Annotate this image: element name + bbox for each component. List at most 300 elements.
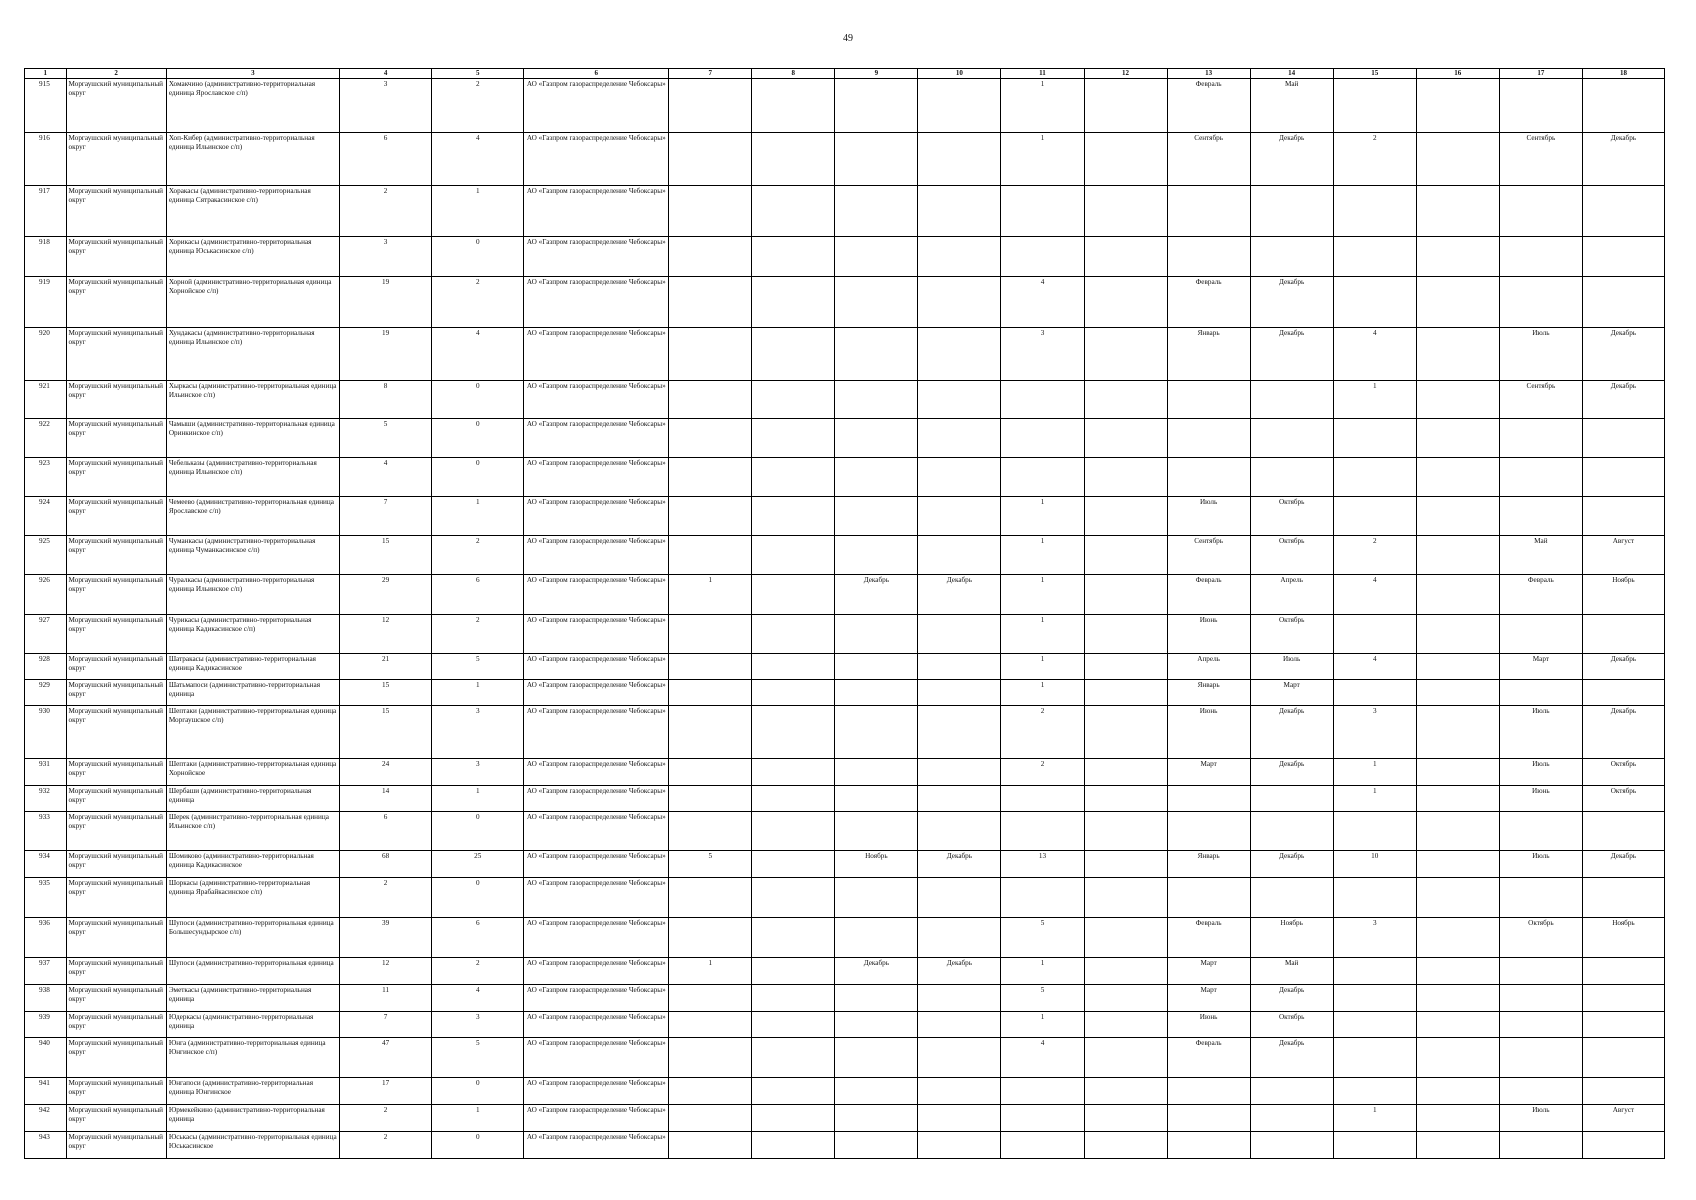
table-cell: [1416, 917, 1499, 957]
table-cell: [1250, 811, 1333, 850]
column-header: 7: [669, 69, 752, 79]
table-cell: 0: [432, 877, 524, 917]
table-cell: [1333, 276, 1416, 327]
table-cell: [835, 614, 918, 653]
table-cell: [1582, 276, 1664, 327]
table-cell: [1167, 418, 1250, 457]
table-cell: Моргаушский муниципальный округ: [66, 957, 166, 984]
table-cell: 936: [25, 917, 67, 957]
table-cell: 921: [25, 380, 67, 418]
table-cell: Июль: [1167, 496, 1250, 535]
table-cell: [918, 1077, 1001, 1104]
table-cell: Моргаушский муниципальный округ: [66, 535, 166, 574]
table-cell: Моргаушский муниципальный округ: [66, 327, 166, 380]
table-cell: [918, 1131, 1001, 1158]
table-row: [25, 614, 1665, 653]
table-row: [25, 236, 1665, 276]
table-cell: Июнь: [1167, 1011, 1250, 1037]
table-cell: [1084, 1011, 1167, 1037]
table-cell: 923: [25, 457, 67, 496]
table-cell: Шербаши (административно-территориальная единица: [166, 785, 339, 811]
table-cell: Июль: [1499, 1104, 1582, 1131]
table-cell: Моргаушский муниципальный округ: [66, 984, 166, 1011]
table-cell: [1167, 236, 1250, 276]
table-cell: [752, 380, 835, 418]
table-cell: [918, 785, 1001, 811]
table-cell: [1167, 185, 1250, 236]
table-cell: [1250, 785, 1333, 811]
table-cell: 943: [25, 1131, 67, 1158]
table-row: [25, 132, 1665, 185]
table-cell: 3: [340, 236, 432, 276]
table-cell: [1084, 850, 1167, 877]
table-cell: 29: [340, 574, 432, 614]
table-cell: [669, 276, 752, 327]
table-cell: [1416, 276, 1499, 327]
column-header: 9: [835, 69, 918, 79]
table-cell: Моргаушский муниципальный округ: [66, 1077, 166, 1104]
table-cell: [1499, 679, 1582, 705]
table-cell: [835, 877, 918, 917]
table-cell: Хыркасы (административно-территориальная единица Ильинское с/п): [166, 380, 339, 418]
table-cell: [1499, 1131, 1582, 1158]
table-cell: 13: [1001, 850, 1084, 877]
table-cell: [752, 917, 835, 957]
table-cell: [752, 496, 835, 535]
table-cell: [669, 653, 752, 679]
table-cell: [835, 132, 918, 185]
table-cell: 937: [25, 957, 67, 984]
table-cell: Февраль: [1499, 574, 1582, 614]
table-cell: АО «Газпром газораспределение Чебоксары»: [524, 78, 669, 132]
table-cell: 5: [1001, 917, 1084, 957]
table-cell: 1: [432, 785, 524, 811]
column-header: 12: [1084, 69, 1167, 79]
table-cell: [1167, 1077, 1250, 1104]
table-cell: [1416, 1077, 1499, 1104]
table-cell: [1167, 1131, 1250, 1158]
table-cell: [1416, 236, 1499, 276]
table-cell: [1416, 1131, 1499, 1158]
table-cell: 68: [340, 850, 432, 877]
table-cell: Июнь: [1499, 785, 1582, 811]
table-cell: АО «Газпром газораспределение Чебоксары»: [524, 877, 669, 917]
table-cell: Моргаушский муниципальный округ: [66, 705, 166, 758]
table-cell: [669, 1104, 752, 1131]
table-cell: [918, 917, 1001, 957]
table-cell: [1084, 1131, 1167, 1158]
table-cell: АО «Газпром газораспределение Чебоксары»: [524, 614, 669, 653]
table-cell: [1084, 574, 1167, 614]
table-cell: АО «Газпром газораспределение Чебоксары»: [524, 1037, 669, 1077]
table-cell: [1582, 679, 1664, 705]
table-cell: [669, 1077, 752, 1104]
column-header: 15: [1333, 69, 1416, 79]
table-cell: 915: [25, 78, 67, 132]
table-cell: [1416, 653, 1499, 679]
table-cell: [835, 1131, 918, 1158]
table-cell: [1250, 1104, 1333, 1131]
table-cell: [1416, 457, 1499, 496]
table-cell: 927: [25, 614, 67, 653]
table-cell: Декабрь: [1582, 850, 1664, 877]
table-cell: Август: [1582, 535, 1664, 574]
table-cell: Октябрь: [1250, 614, 1333, 653]
table-row: [25, 877, 1665, 917]
table-cell: [1001, 185, 1084, 236]
table-cell: 1: [1333, 785, 1416, 811]
table-cell: Моргаушский муниципальный округ: [66, 380, 166, 418]
table-cell: 939: [25, 1011, 67, 1037]
table-cell: [918, 877, 1001, 917]
table-cell: 922: [25, 418, 67, 457]
table-cell: [1582, 877, 1664, 917]
table-cell: 1: [432, 1104, 524, 1131]
table-cell: Моргаушский муниципальный округ: [66, 785, 166, 811]
table-cell: 1: [432, 496, 524, 535]
table-cell: [835, 1104, 918, 1131]
gasification-schedule-table: [24, 68, 1665, 1159]
table-cell: [1416, 957, 1499, 984]
table-cell: 917: [25, 185, 67, 236]
table-cell: [752, 1077, 835, 1104]
table-cell: 1: [1333, 1104, 1416, 1131]
table-cell: [1416, 78, 1499, 132]
table-cell: Сентябрь: [1167, 132, 1250, 185]
table-cell: 2: [432, 78, 524, 132]
table-cell: [1001, 785, 1084, 811]
table-cell: 941: [25, 1077, 67, 1104]
table-cell: [669, 679, 752, 705]
table-cell: 2: [1001, 758, 1084, 785]
table-row: [25, 185, 1665, 236]
table-body: [25, 78, 1665, 1158]
table-cell: [1084, 327, 1167, 380]
table-cell: 2: [432, 535, 524, 574]
table-cell: 7: [340, 496, 432, 535]
table-cell: 935: [25, 877, 67, 917]
table-cell: [1001, 1131, 1084, 1158]
table-cell: 12: [340, 957, 432, 984]
table-cell: [1499, 957, 1582, 984]
table-cell: [752, 811, 835, 850]
column-header: 6: [524, 69, 669, 79]
table-cell: Чуралкасы (административно-территориальная единица Ильинское с/п): [166, 574, 339, 614]
table-cell: [835, 236, 918, 276]
table-cell: Моргаушский муниципальный округ: [66, 1131, 166, 1158]
table-cell: [1001, 1104, 1084, 1131]
table-cell: Декабрь: [918, 574, 1001, 614]
table-cell: 1: [1333, 380, 1416, 418]
column-header: 5: [432, 69, 524, 79]
table-cell: [1416, 132, 1499, 185]
table-cell: Шатракасы (административно-территориальная единица Кадикасинское: [166, 653, 339, 679]
table-cell: Декабрь: [1250, 132, 1333, 185]
table-cell: [1416, 614, 1499, 653]
table-cell: [1416, 705, 1499, 758]
table-cell: [918, 276, 1001, 327]
table-cell: [918, 496, 1001, 535]
table-cell: 926: [25, 574, 67, 614]
table-cell: Декабрь: [1250, 984, 1333, 1011]
table-cell: [1333, 811, 1416, 850]
table-cell: Декабрь: [918, 850, 1001, 877]
table-cell: Декабрь: [1250, 705, 1333, 758]
table-cell: [918, 1037, 1001, 1077]
table-cell: Июль: [1499, 705, 1582, 758]
table-cell: [1416, 418, 1499, 457]
table-cell: [1084, 535, 1167, 574]
table-cell: 7: [340, 1011, 432, 1037]
table-cell: [1084, 957, 1167, 984]
table-cell: Шупоси (административно-территориальная единица Большесундырское с/п): [166, 917, 339, 957]
table-cell: Март: [1167, 758, 1250, 785]
table-cell: АО «Газпром газораспределение Чебоксары»: [524, 811, 669, 850]
table-cell: 1: [1001, 614, 1084, 653]
table-cell: Октябрь: [1250, 535, 1333, 574]
table-cell: Хоракасы (административно-территориальная единица Сятракасинское с/п): [166, 185, 339, 236]
table-cell: 2: [340, 877, 432, 917]
table-cell: Август: [1582, 1104, 1664, 1131]
table-cell: [1416, 758, 1499, 785]
table-cell: 933: [25, 811, 67, 850]
table-row: [25, 705, 1665, 758]
table-row: [25, 984, 1665, 1011]
column-header: 18: [1582, 69, 1664, 79]
table-cell: Декабрь: [835, 574, 918, 614]
table-cell: 6: [432, 574, 524, 614]
table-cell: 0: [432, 811, 524, 850]
table-cell: [1416, 1037, 1499, 1077]
table-cell: [1167, 877, 1250, 917]
table-cell: 6: [340, 811, 432, 850]
table-cell: АО «Газпром газораспределение Чебоксары»: [524, 457, 669, 496]
table-cell: Май: [1499, 535, 1582, 574]
table-cell: [1084, 380, 1167, 418]
table-cell: Шептаки (административно-территориальная единица Моргаушское с/п): [166, 705, 339, 758]
table-cell: [669, 380, 752, 418]
table-cell: [835, 917, 918, 957]
table-cell: [1333, 1077, 1416, 1104]
table-cell: Моргаушский муниципальный округ: [66, 1011, 166, 1037]
table-cell: [1333, 185, 1416, 236]
column-header: 2: [66, 69, 166, 79]
table-cell: АО «Газпром газораспределение Чебоксары»: [524, 785, 669, 811]
table-cell: [1084, 1077, 1167, 1104]
column-header: 11: [1001, 69, 1084, 79]
table-cell: Шомиково (административно-территориальная единица Кадикасинское: [166, 850, 339, 877]
table-cell: [1582, 1011, 1664, 1037]
column-header: 4: [340, 69, 432, 79]
table-cell: 0: [432, 457, 524, 496]
table-cell: 15: [340, 535, 432, 574]
table-cell: 19: [340, 327, 432, 380]
table-cell: Моргаушский муниципальный округ: [66, 236, 166, 276]
table-cell: Декабрь: [835, 957, 918, 984]
table-row: [25, 327, 1665, 380]
table-cell: [752, 758, 835, 785]
table-cell: [1333, 1131, 1416, 1158]
table-cell: 932: [25, 785, 67, 811]
table-cell: 15: [340, 679, 432, 705]
table-cell: АО «Газпром газораспределение Чебоксары»: [524, 653, 669, 679]
table-cell: Юрмекейкино (административно-территориальная единица: [166, 1104, 339, 1131]
table-cell: АО «Газпром газораспределение Чебоксары»: [524, 984, 669, 1011]
table-cell: 0: [432, 1077, 524, 1104]
table-cell: [1250, 877, 1333, 917]
table-cell: Июль: [1499, 758, 1582, 785]
table-cell: 3: [1333, 705, 1416, 758]
table-cell: [1084, 185, 1167, 236]
table-cell: 2: [340, 1104, 432, 1131]
table-cell: Февраль: [1167, 1037, 1250, 1077]
table-cell: [1499, 236, 1582, 276]
table-cell: 2: [340, 185, 432, 236]
table-cell: 1: [432, 679, 524, 705]
table-cell: 39: [340, 917, 432, 957]
table-cell: 2: [432, 276, 524, 327]
table-cell: Октябрь: [1582, 785, 1664, 811]
table-cell: [835, 535, 918, 574]
table-cell: 0: [432, 236, 524, 276]
table-cell: [1333, 1037, 1416, 1077]
table-cell: 2: [1001, 705, 1084, 758]
table-cell: АО «Газпром газораспределение Чебоксары»: [524, 236, 669, 276]
table-cell: [918, 457, 1001, 496]
table-row: [25, 78, 1665, 132]
table-cell: 19: [340, 276, 432, 327]
table-cell: 11: [340, 984, 432, 1011]
table-cell: [835, 679, 918, 705]
table-cell: 6: [340, 132, 432, 185]
table-cell: [835, 653, 918, 679]
table-row: [25, 850, 1665, 877]
table-cell: 2: [1333, 132, 1416, 185]
table-cell: Моргаушский муниципальный округ: [66, 132, 166, 185]
table-cell: Моргаушский муниципальный округ: [66, 679, 166, 705]
table-cell: [835, 327, 918, 380]
table-cell: Май: [1250, 78, 1333, 132]
table-cell: АО «Газпром газораспределение Чебоксары»: [524, 535, 669, 574]
table-cell: Моргаушский муниципальный округ: [66, 811, 166, 850]
table-cell: [1001, 418, 1084, 457]
table-cell: [1084, 78, 1167, 132]
table-cell: Декабрь: [1250, 327, 1333, 380]
table-cell: [669, 614, 752, 653]
table-row: [25, 380, 1665, 418]
table-cell: Март: [1167, 984, 1250, 1011]
table-cell: 1: [1001, 535, 1084, 574]
table-cell: 931: [25, 758, 67, 785]
table-cell: [1084, 785, 1167, 811]
column-header: 1: [25, 69, 67, 79]
table-cell: [669, 78, 752, 132]
table-cell: 1: [1333, 758, 1416, 785]
table-cell: [752, 877, 835, 917]
table-cell: 25: [432, 850, 524, 877]
table-cell: Январь: [1167, 679, 1250, 705]
table-cell: [918, 418, 1001, 457]
table-cell: [1499, 276, 1582, 327]
table-cell: 930: [25, 705, 67, 758]
table-cell: [1167, 380, 1250, 418]
table-cell: [835, 811, 918, 850]
table-cell: [1499, 418, 1582, 457]
table-cell: Декабрь: [1250, 276, 1333, 327]
table-cell: Шатьмапоси (административно-территориальная единица: [166, 679, 339, 705]
table-cell: Моргаушский муниципальный округ: [66, 574, 166, 614]
table-cell: 2: [340, 1131, 432, 1158]
table-cell: 8: [340, 380, 432, 418]
table-cell: [1001, 457, 1084, 496]
table-cell: [1582, 614, 1664, 653]
table-cell: Чемеево (административно-территориальная единица Ярославское с/п): [166, 496, 339, 535]
table-cell: Хорикасы (административно-территориальная единица Юськасинское с/п): [166, 236, 339, 276]
table-cell: 1: [1001, 957, 1084, 984]
column-header: 14: [1250, 69, 1333, 79]
table-cell: [1416, 850, 1499, 877]
table-cell: [1499, 185, 1582, 236]
table-cell: [1582, 1037, 1664, 1077]
table-cell: [1416, 785, 1499, 811]
table-cell: [752, 785, 835, 811]
table-cell: [1582, 1077, 1664, 1104]
table-cell: Март: [1499, 653, 1582, 679]
table-cell: 21: [340, 653, 432, 679]
table-cell: [1582, 185, 1664, 236]
table-cell: Хорной (административно-территориальная единица Хорнойское с/п): [166, 276, 339, 327]
table-cell: [1167, 785, 1250, 811]
table-row: [25, 957, 1665, 984]
table-cell: Апрель: [1167, 653, 1250, 679]
table-cell: [752, 132, 835, 185]
table-cell: [1250, 185, 1333, 236]
table-cell: АО «Газпром газораспределение Чебоксары»: [524, 705, 669, 758]
table-cell: [1582, 496, 1664, 535]
table-cell: Июнь: [1167, 705, 1250, 758]
table-cell: [1084, 653, 1167, 679]
table-cell: [918, 653, 1001, 679]
table-cell: АО «Газпром газораспределение Чебоксары»: [524, 758, 669, 785]
table-cell: 0: [432, 380, 524, 418]
table-cell: АО «Газпром газораспределение Чебоксары»: [524, 1077, 669, 1104]
table-cell: Январь: [1167, 327, 1250, 380]
table-cell: 918: [25, 236, 67, 276]
table-cell: Моргаушский муниципальный округ: [66, 653, 166, 679]
table-cell: Моргаушский муниципальный округ: [66, 78, 166, 132]
table-cell: [1084, 705, 1167, 758]
table-cell: АО «Газпром газораспределение Чебоксары»: [524, 1011, 669, 1037]
table-cell: 938: [25, 984, 67, 1011]
table-cell: [1084, 614, 1167, 653]
table-cell: АО «Газпром газораспределение Чебоксары»: [524, 574, 669, 614]
column-header: 8: [752, 69, 835, 79]
table-cell: [1167, 811, 1250, 850]
table-cell: [1499, 78, 1582, 132]
table-cell: [1416, 877, 1499, 917]
table-cell: [752, 850, 835, 877]
table-cell: [752, 679, 835, 705]
table-cell: АО «Газпром газораспределение Чебоксары»: [524, 132, 669, 185]
table-cell: Декабрь: [1582, 132, 1664, 185]
table-cell: 1: [1001, 653, 1084, 679]
table-cell: 1: [1001, 574, 1084, 614]
column-header: 3: [166, 69, 339, 79]
table-cell: 925: [25, 535, 67, 574]
table-cell: [669, 236, 752, 276]
table-cell: [1333, 614, 1416, 653]
table-cell: АО «Газпром газораспределение Чебоксары»: [524, 1104, 669, 1131]
